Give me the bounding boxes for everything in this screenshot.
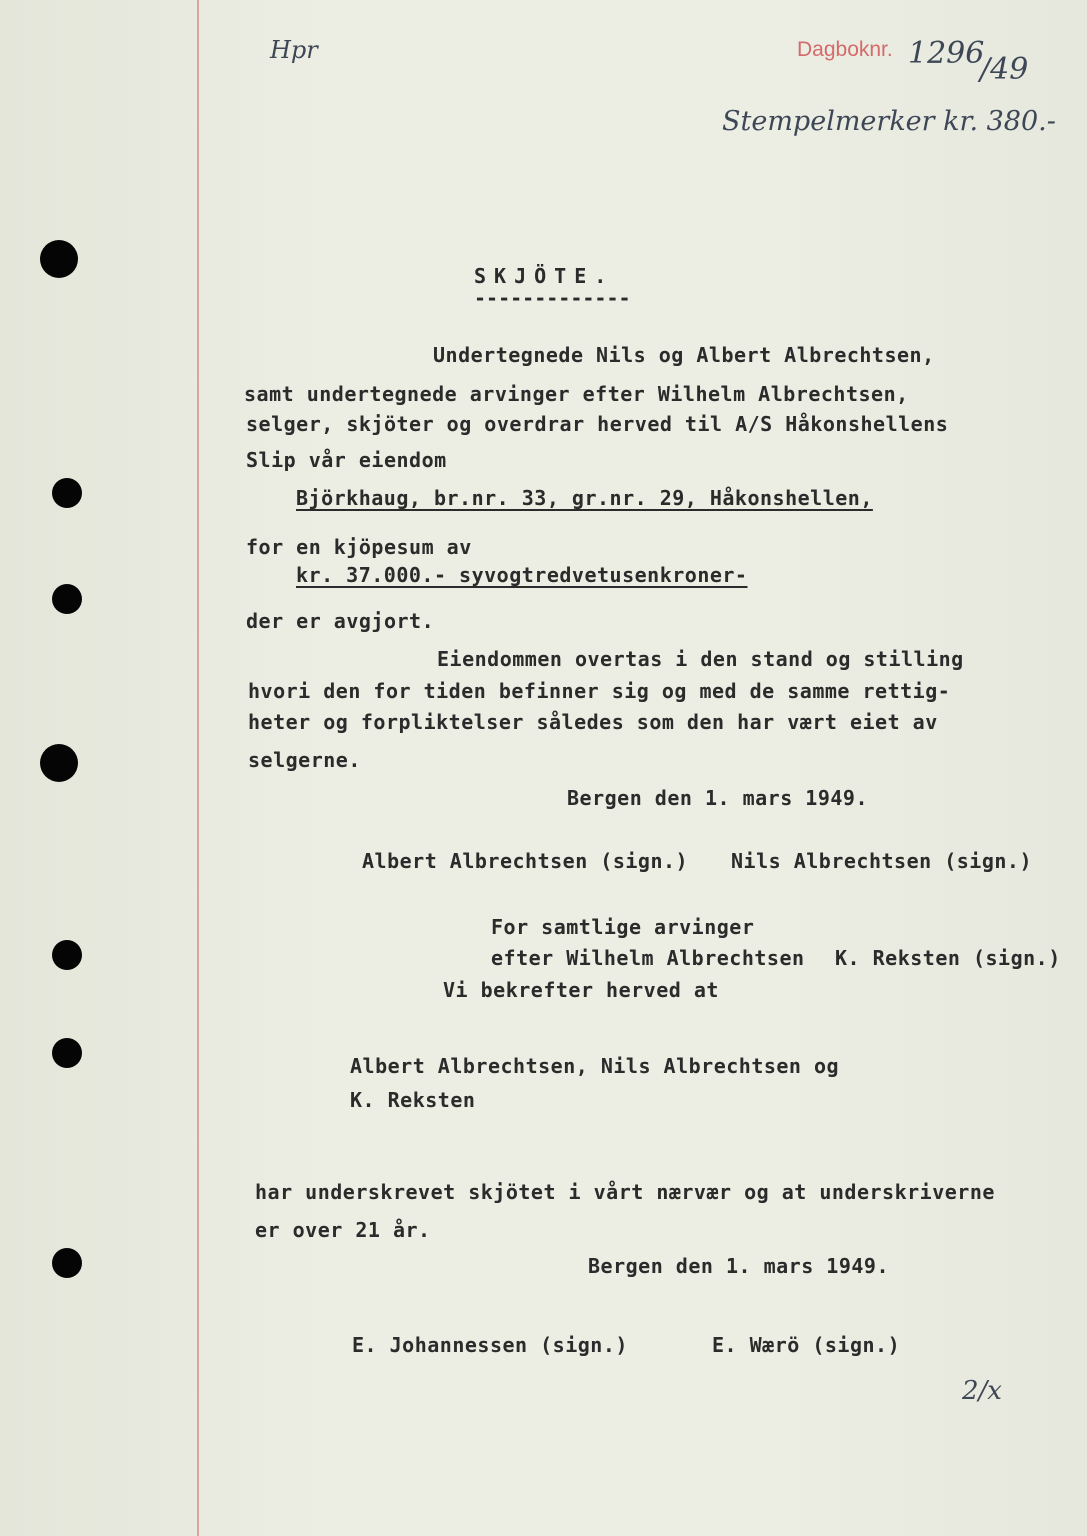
punch-hole (40, 744, 78, 782)
punch-hole (52, 584, 82, 614)
text-line: Eiendommen overtas i den stand og stilling (437, 647, 964, 671)
text-line: Albert Albrechtsen, Nils Albrechtsen og (350, 1054, 840, 1078)
text-line: Vi bekrefter herved at (443, 978, 719, 1002)
text-line: efter Wilhelm Albrechtsen (491, 946, 805, 970)
text-line: For samtlige arvinger (491, 915, 755, 939)
title-rule: ------------- (474, 286, 631, 310)
signature-line: E. Wærö (sign.) (712, 1333, 901, 1357)
text-line: samt undertegnede arvinger efter Wilhelm Albrechtsen, (244, 382, 909, 406)
date-line: Bergen den 1. mars 1949. (588, 1254, 889, 1278)
text-line: har underskrevet skjötet i vårt nærvær og at underskriverne (255, 1180, 995, 1204)
property-line: Björkhaug, br.nr. 33, gr.nr. 29, Håkonshellen, (296, 486, 873, 510)
punch-hole (52, 1248, 82, 1278)
text-line: hvori den for tiden befinner sig og med de samme rettig- (248, 679, 951, 703)
punch-hole (52, 940, 82, 970)
text-line: Undertegnede Nils og Albert Albrechtsen, (433, 343, 935, 367)
text-line: Slip vår eiendom (246, 448, 447, 472)
document-title: SKJÖTE. (474, 264, 615, 288)
margin-line (197, 0, 199, 1536)
date-line: Bergen den 1. mars 1949. (567, 786, 868, 810)
corner-mark: 2/x (962, 1376, 1002, 1406)
price-line: kr. 37.000.- syvogtredvetusenkroner- (296, 563, 748, 587)
text-line: for en kjöpesum av (246, 535, 472, 559)
punch-hole (40, 240, 78, 278)
dagbok-year: /49 (980, 52, 1029, 87)
text-line: K. Reksten (350, 1088, 476, 1112)
initials: Hpr (270, 36, 318, 64)
signature-line: E. Johannessen (sign.) (352, 1333, 628, 1357)
stamp-fee-note: Stempelmerker kr. 380.- (722, 106, 1056, 137)
text-line: heter og forpliktelser således som den har vært eiet av (248, 710, 938, 734)
signature-line: K. Reksten (sign.) (835, 946, 1061, 970)
signature-line: Nils Albrechtsen (sign.) (731, 849, 1032, 873)
text-line: selgerne. (248, 748, 361, 772)
dagbok-stamp-label: Dagboknr. (797, 38, 893, 61)
text-line: der er avgjort. (246, 609, 435, 633)
signature-line: Albert Albrechtsen (sign.) (362, 849, 689, 873)
punch-hole (52, 478, 82, 508)
text-line: selger, skjöter og overdrar herved til A/S Håkonshellens (246, 412, 949, 436)
text-line: er over 21 år. (255, 1218, 431, 1242)
dagbok-number: 1296 (908, 36, 985, 71)
punch-hole (52, 1038, 82, 1068)
